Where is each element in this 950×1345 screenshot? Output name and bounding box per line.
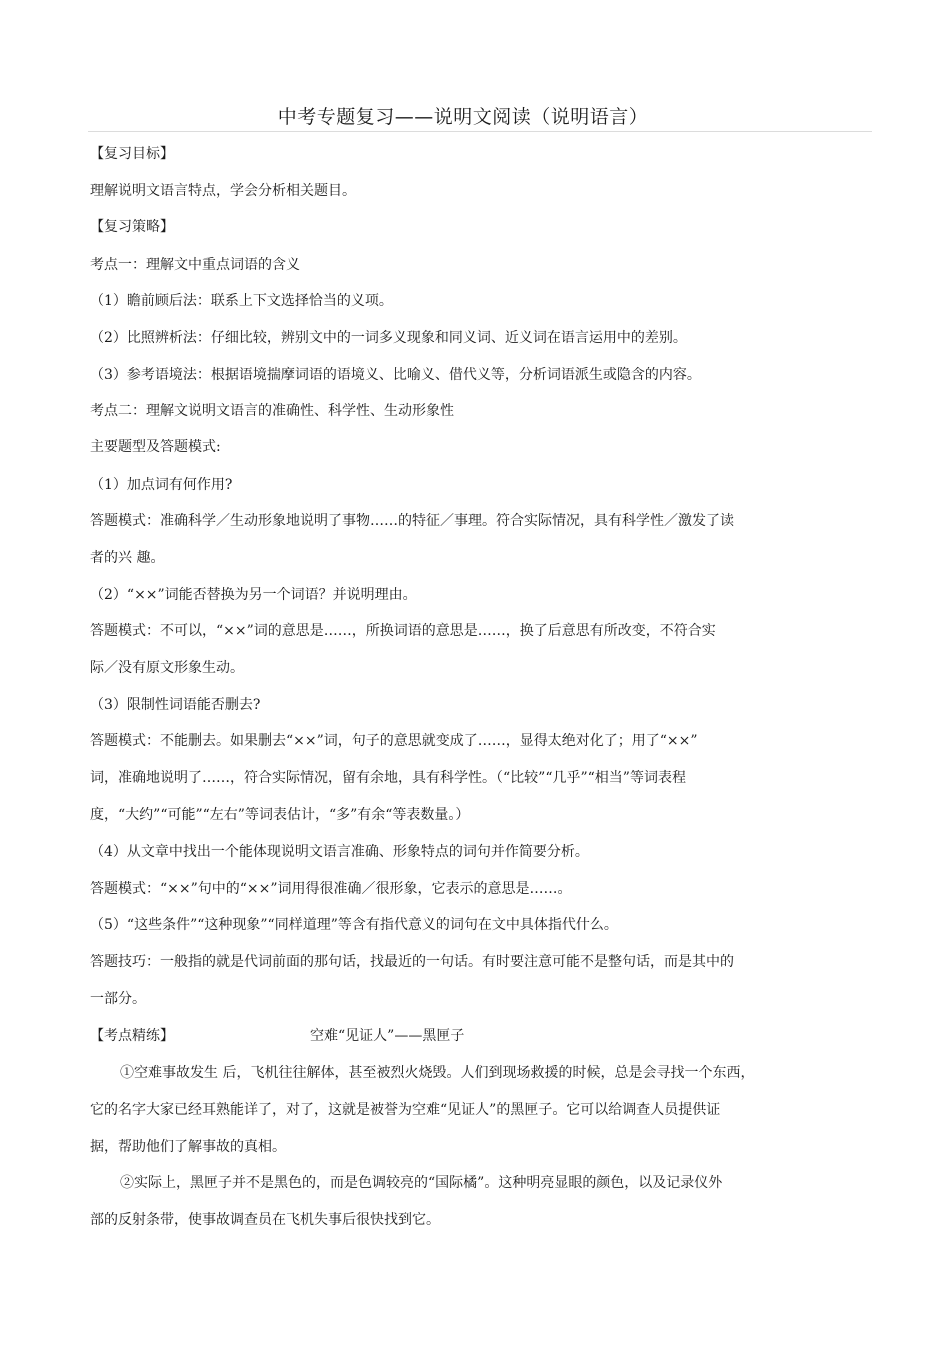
text-line: 者的兴 趣。 — [90, 550, 165, 566]
text-line: （3）参考语境法：根据语境揣摩词语的语境义、比喻义、借代义等，分析词语派生或隐含的内容。 — [90, 367, 701, 383]
title-divider — [88, 131, 872, 132]
text-line: （2）“××”词能否替换为另一个词语？并说明理由。 — [90, 587, 417, 603]
text-line: 一部分。 — [90, 991, 146, 1007]
practice-label: 【考点精练】 — [90, 1028, 174, 1044]
text-line: 度，“大约”“可能”“左右”等词表估计，“多”有余“等表数量。） — [90, 807, 470, 823]
text-line: 主要题型及答题模式: — [90, 439, 221, 455]
text-line: 考点一：理解文中重点词语的含义 — [90, 257, 300, 273]
text-line: （2）比照辨析法：仔细比较，辨别文中的一词多义现象和同义词、近义词在语言运用中的差别。 — [90, 330, 687, 346]
article-paragraph: ①空难事故发生 后，飞机往往解体，甚至被烈火烧毁。人们到现场救援的时候，总是会寻找一个东西， — [120, 1065, 755, 1081]
text-line: 答题技巧：一般指的就是代词前面的那句话，找最近的一句话。有时要注意可能不是整句话，而是其中的 — [90, 954, 734, 970]
article-title: 空难“见证人”——黑匣子 — [310, 1028, 465, 1044]
text-line: （1）瞻前顾后法：联系上下文选择恰当的义项。 — [90, 293, 393, 309]
article-paragraph: ②实际上，黑匣子并不是黑色的，而是色调较亮的“国际橘”。这种明亮显眼的颜色，以及记录仪外 — [120, 1175, 723, 1191]
text-line: 答题模式：准确科学／生动形象地说明了事物……的特征／事理。符合实际情况，具有科学性／激发了读 — [90, 513, 734, 529]
text-line: 答题模式：“××”句中的“××”词用得很准确／很形象，它表示的意思是……。 — [90, 881, 572, 897]
text-line: （1）加点词有何作用? — [90, 477, 233, 493]
text-line: 际／没有原文形象生动。 — [90, 660, 244, 676]
text-line: 考点二：理解文说明文语言的准确性、科学性、生动形象性 — [90, 403, 454, 419]
practice-heading-row — [90, 1026, 464, 1046]
article-paragraph: 部的反射条带，使事故调查员在飞机失事后很快找到它。 — [90, 1212, 440, 1228]
text-line: 理解说明文语言特点，学会分析相关题目。 — [90, 183, 356, 199]
text-line: （3）限制性词语能否删去? — [90, 697, 261, 713]
text-line: 答题模式：不能删去。如果删去“××”词，句子的意思就变成了……，显得太绝对化了；用了“××” — [90, 733, 698, 749]
section-heading-goals: 【复习目标】 — [90, 146, 174, 162]
text-line: （4）从文章中找出一个能体现说明文语言准确、形象特点的词句并作简要分析。 — [90, 844, 589, 860]
text-line: 词，准确地说明了……，符合实际情况，留有余地，具有科学性。（“比较”“几乎”“相当”等词表程 — [90, 770, 686, 786]
article-paragraph: 它的名字大家已经耳熟能详了，对了，这就是被誉为空难“见证人”的黑匣子。它可以给调查人员提供证 — [90, 1102, 721, 1118]
text-line: 答题模式：不可以，“××”词的意思是……，所换词语的意思是……，换了后意思有所改变，不符合实 — [90, 623, 716, 639]
text-line: （5）“这些条件”“这种现象”“同样道理”等含有指代意义的词句在文中具体指代什么。 — [90, 917, 618, 933]
page-title: 中考专题复习——说明文阅读（说明语言） — [277, 106, 649, 128]
section-heading-strategy: 【复习策略】 — [90, 219, 174, 235]
article-paragraph: 据，帮助他们了解事故的真相。 — [90, 1139, 286, 1155]
